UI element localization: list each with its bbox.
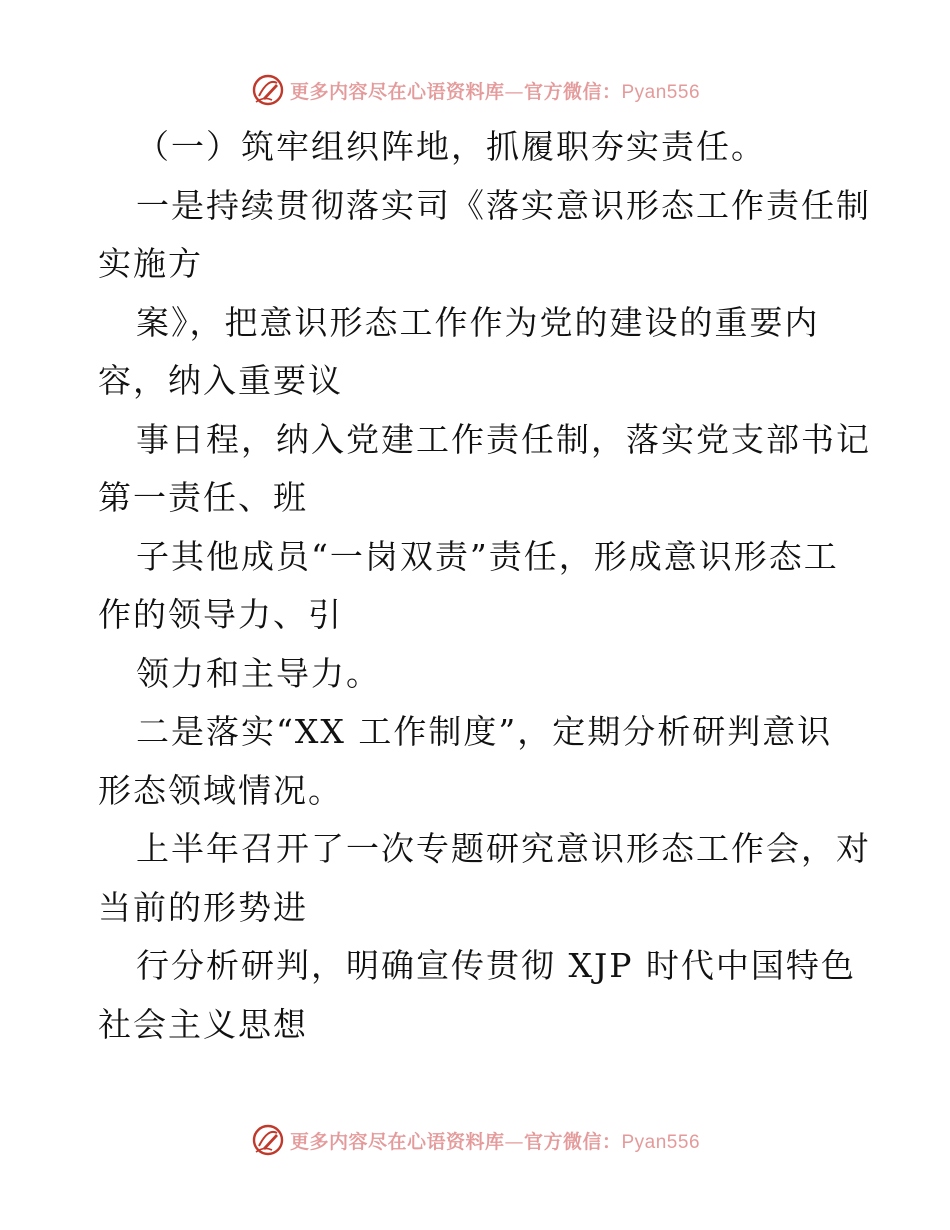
- text-line: 案》，把意识形态工作作为党的建设的重要内: [136, 302, 820, 342]
- watermark-title: 更多内容尽在心语资料库: [289, 80, 505, 103]
- text-line: 当前的形势进: [98, 887, 308, 927]
- text-line: 作的领导力、引: [98, 595, 343, 634]
- watermark-text: [290, 1127, 700, 1154]
- text-line: （一）筑牢组织阵地，抓履职夯实责任。: [136, 127, 766, 166]
- text-line: 子其他成员“一岗双责”责任，形成意识形态工: [136, 536, 839, 576]
- text-line: 事日程，纳入党建工作责任制，落实党支部书记: [136, 419, 871, 459]
- text-line: 实施方: [98, 244, 203, 283]
- text-line: 容，纳入重要议: [98, 361, 343, 400]
- header-watermark: [0, 70, 950, 110]
- document-body: [98, 118, 871, 1054]
- text-line: 领力和主导力。: [136, 653, 381, 693]
- watermark-suffix: 官方微信：: [523, 80, 622, 103]
- text-line: 二是落实“XX 工作制度”，定期分析研判意识: [136, 712, 833, 751]
- text-line: 第一责任、班: [98, 478, 308, 517]
- watermark-title: 更多内容尽在心语资料库: [289, 1130, 505, 1153]
- text-line: 形态领域情况。: [98, 770, 343, 810]
- watermark-id: Pyan556: [621, 81, 701, 103]
- watermark-suffix: 官方微信：: [523, 1130, 622, 1153]
- text-line: 行分析研判，明确宣传贯彻 XJP 时代中国特色: [136, 946, 856, 985]
- watermark-id: Pyan556: [621, 1131, 701, 1153]
- text-line: 上半年召开了一次专题研究意识形态工作会，对: [136, 829, 871, 868]
- watermark-separator: —: [504, 80, 524, 103]
- text-line: 一是持续贯彻落实司《落实意识形态工作责任制: [136, 185, 871, 225]
- text-line: 社会主义思想: [98, 1004, 308, 1044]
- pen-logo-icon: [250, 72, 286, 108]
- footer-watermark: [0, 1120, 950, 1160]
- watermark-text: [290, 77, 700, 104]
- pen-logo-icon: [250, 1122, 286, 1158]
- watermark-separator: —: [504, 1130, 524, 1153]
